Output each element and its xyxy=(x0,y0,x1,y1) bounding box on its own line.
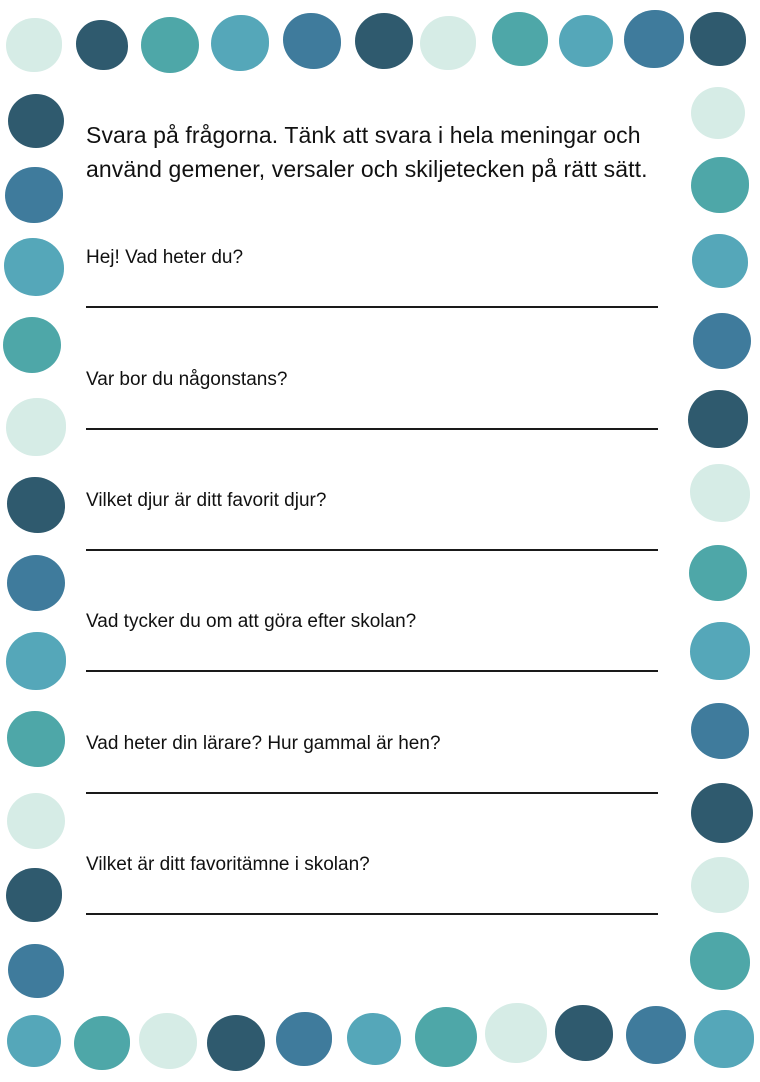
question-block-1 xyxy=(86,246,661,270)
decorative-dot xyxy=(6,632,66,690)
question-3: Vilket djur är ditt favorit djur? xyxy=(86,490,327,511)
decorative-dot xyxy=(690,12,746,66)
decorative-dot xyxy=(691,87,745,139)
decorative-dot xyxy=(141,17,199,73)
decorative-dot xyxy=(690,622,750,680)
decorative-dot xyxy=(7,477,65,533)
instructions-text: Svara på frågorna. Tänk att svara i hela meningar och använd gemener, versaler och skiljetecken på rätt sätt. xyxy=(86,122,648,182)
decorative-dot xyxy=(7,793,65,849)
decorative-dot xyxy=(692,234,748,288)
question-2: Var bor du någonstans? xyxy=(86,369,288,390)
decorative-dot xyxy=(6,398,66,456)
answer-line-4[interactable] xyxy=(86,670,658,672)
decorative-dot xyxy=(624,10,684,68)
decorative-dot xyxy=(139,1013,197,1069)
decorative-dot xyxy=(347,1013,401,1065)
decorative-dot xyxy=(76,20,128,70)
decorative-dot xyxy=(690,932,750,990)
question-block-2 xyxy=(86,368,661,392)
decorative-dot xyxy=(4,238,64,296)
decorative-dot xyxy=(7,711,65,767)
answer-line-5[interactable] xyxy=(86,792,658,794)
question-5: Vad heter din lärare? Hur gammal är hen? xyxy=(86,733,441,754)
decorative-dot xyxy=(211,15,269,71)
decorative-dot xyxy=(492,12,548,66)
answer-line-6[interactable] xyxy=(86,913,658,915)
decorative-dot xyxy=(691,703,749,759)
decorative-dot xyxy=(693,313,751,369)
decorative-dot xyxy=(283,13,341,69)
question-4: Vad tycker du om att göra efter skolan? xyxy=(86,611,417,632)
decorative-dot xyxy=(8,94,64,148)
decorative-dot xyxy=(7,1015,61,1067)
decorative-dot xyxy=(689,545,747,601)
question-6: Vilket är ditt favoritämne i skolan? xyxy=(86,854,370,875)
decorative-dot xyxy=(74,1016,130,1070)
decorative-dot xyxy=(276,1012,332,1066)
decorative-dot xyxy=(5,167,63,223)
decorative-dot xyxy=(7,555,65,611)
question-block-6 xyxy=(86,853,661,877)
decorative-dot xyxy=(688,390,748,448)
question-block-4 xyxy=(86,610,661,634)
answer-line-2[interactable] xyxy=(86,428,658,430)
decorative-dot xyxy=(555,1005,613,1061)
answer-line-3[interactable] xyxy=(86,549,658,551)
worksheet xyxy=(86,118,661,875)
decorative-dot xyxy=(559,15,613,67)
question-block-3 xyxy=(86,489,661,513)
decorative-dot xyxy=(691,157,749,213)
decorative-dot xyxy=(355,13,413,69)
question-1: Hej! Vad heter du? xyxy=(86,247,244,268)
decorative-dot xyxy=(485,1003,547,1063)
decorative-dot xyxy=(6,18,62,72)
decorative-dot xyxy=(694,1010,754,1068)
decorative-dot xyxy=(691,783,753,843)
decorative-dot xyxy=(691,857,749,913)
decorative-dot xyxy=(420,16,476,70)
decorative-dot xyxy=(690,464,750,522)
answer-line-1[interactable] xyxy=(86,306,658,308)
decorative-dot xyxy=(626,1006,686,1064)
decorative-dot xyxy=(8,944,64,998)
decorative-dot xyxy=(207,1015,265,1071)
decorative-dot xyxy=(6,868,62,922)
decorative-dot xyxy=(3,317,61,373)
question-block-5 xyxy=(86,732,661,756)
decorative-dot xyxy=(415,1007,477,1067)
